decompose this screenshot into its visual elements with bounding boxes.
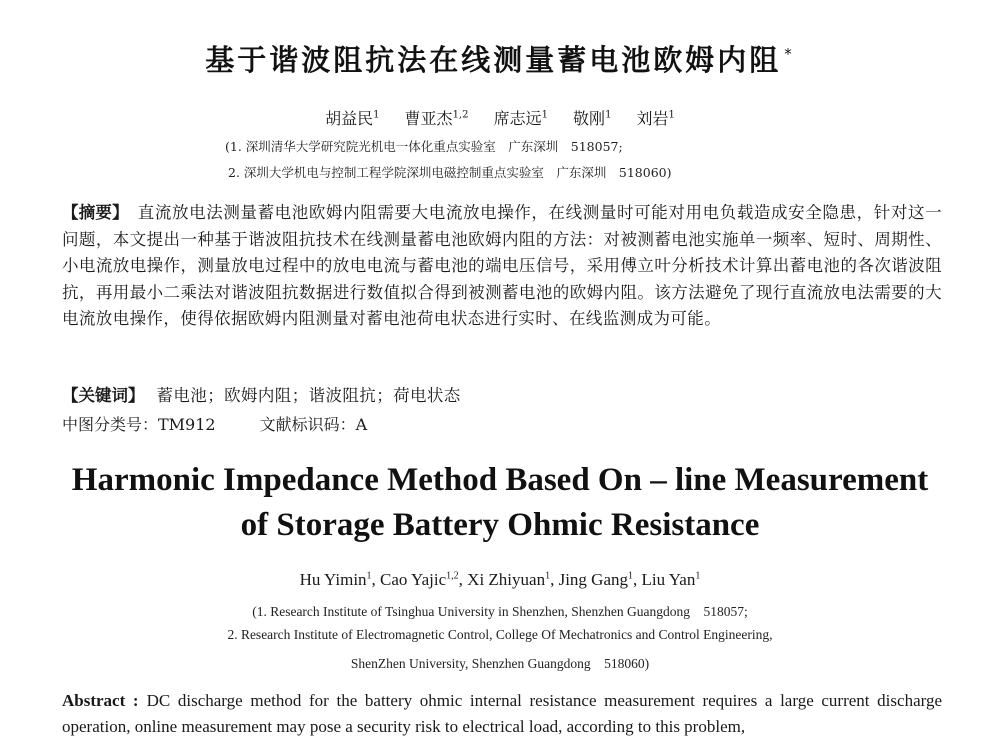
author-affiliation-mark: 1 [366,570,372,582]
author [405,109,469,128]
author-name: Xi Zhiyuan [467,570,546,589]
author-affiliation-mark: 1,2 [452,109,469,121]
author [494,109,548,128]
chinese-title-text: 基于谐波阻抗法在线测量蓄电池欧姆内阻 [205,43,782,77]
english-affiliation-1: (1. Research Institute of Tsinghua University in Shenzhen, Shenzhen Guangdong 518057; [252,604,748,619]
abstract-text: 直流放电法测量蓄电池欧姆内阻需要大电流放电操作，在线测量时可能对用电负载造成安全隐患，针对这一问题，本文提出一种基于谐波阻抗技术在线测量蓄电池欧姆内阻的方法：对被测蓄电池实施单一频率、短时、周期性、小电流放电操作，测量放电过程中的放电电流与蓄电池的端电压信号，采用傅立叶分析技术计算出蓄电池的各次谐波阻抗，再用最小二乘法对谐波阻抗数据进行数值拟合得到被测蓄电池的欧姆内阻。该方法避免了现行直流放电法需要的大电流放电操作，使得依据欧姆内阻测量对蓄电池荷电状态进行实时、在线监测成为可能。 [62,203,942,328]
author [642,570,701,589]
english-affiliation-2: 2. Research Institute of Electromagnetic Control, College Of Mechatronics and Control Engineering, [227,627,773,642]
english-author-list: Hu Yimin$^1$, Cao Yajic$^{1,2}$, Xi Zhiyuan$^1$, Jing Gang$^1$, Liu Yan$^1$ [299,570,701,589]
author-name: Hu Yimin [299,570,367,589]
english-affiliation-3: ShenZhen University, Shenzhen Guangdong 518060) [350,656,650,671]
author-name: Jing Gang [558,570,628,589]
author [637,109,675,128]
author [325,109,379,128]
author-name: 席志远 [493,109,542,128]
author-name: Cao Yajic [380,570,447,589]
author [467,570,550,589]
english-abstract [62,688,942,740]
chinese-affiliation-2: 2. 深圳大学机电与控制工程学院深圳电磁控制重点实验室 广东深圳 518060) [228,165,672,180]
chinese-abstract [62,200,942,333]
author [559,570,633,589]
abstract-label: 【摘要】 [62,203,121,222]
classification-number: 中图分类号：TM912 [62,415,216,434]
chinese-author-list [0,106,1000,129]
keywords-text: 蓄电池；欧姆内阻；谐波阻抗；荷电状态 [156,386,461,405]
author [380,570,459,589]
chinese-keywords [62,382,461,406]
english-title-line-1: Harmonic Impedance Method Based On – line Measurement [71,462,929,498]
chinese-affiliation-1: (1. 深圳清华大学研究院光机电一体化重点实验室 广东深圳 518057; [225,139,623,154]
author-affiliation-mark: 1 [541,109,548,121]
author [300,570,372,589]
chinese-title [0,38,1000,79]
english-abstract-text: DC discharge method for the battery ohmic internal resistance measurement requires a large current discharge operation, online measurement may pose a security risk to electrical load, according to this problem, [62,691,943,736]
keywords-label: 【关键词】 [62,386,145,405]
author-affiliation-mark: 1 [628,570,633,582]
author-affiliation-mark: 1 [545,570,551,582]
author-name: 曹亚杰 [404,109,453,128]
author-name: 刘岩 [636,109,669,128]
author-affiliation-mark: 1,2 [446,570,459,582]
document-code: 文献标识码：A [259,415,368,434]
classification-line [62,412,367,435]
author-affiliation-mark: 1 [373,109,380,121]
author [573,109,611,128]
author-affiliation-mark: 1 [668,109,675,121]
author-name: 敬刚 [573,109,606,128]
title-footnote-mark: * [784,45,795,64]
author-affiliation-mark: 1 [605,109,612,121]
author-name: Liu Yan [641,570,696,589]
author-name: 胡益民 [325,109,374,128]
english-abstract-label: Abstract : [62,691,139,710]
author-affiliation-mark: 1 [695,570,701,582]
english-title-line-2: of Storage Battery Ohmic Resistance [240,507,760,543]
